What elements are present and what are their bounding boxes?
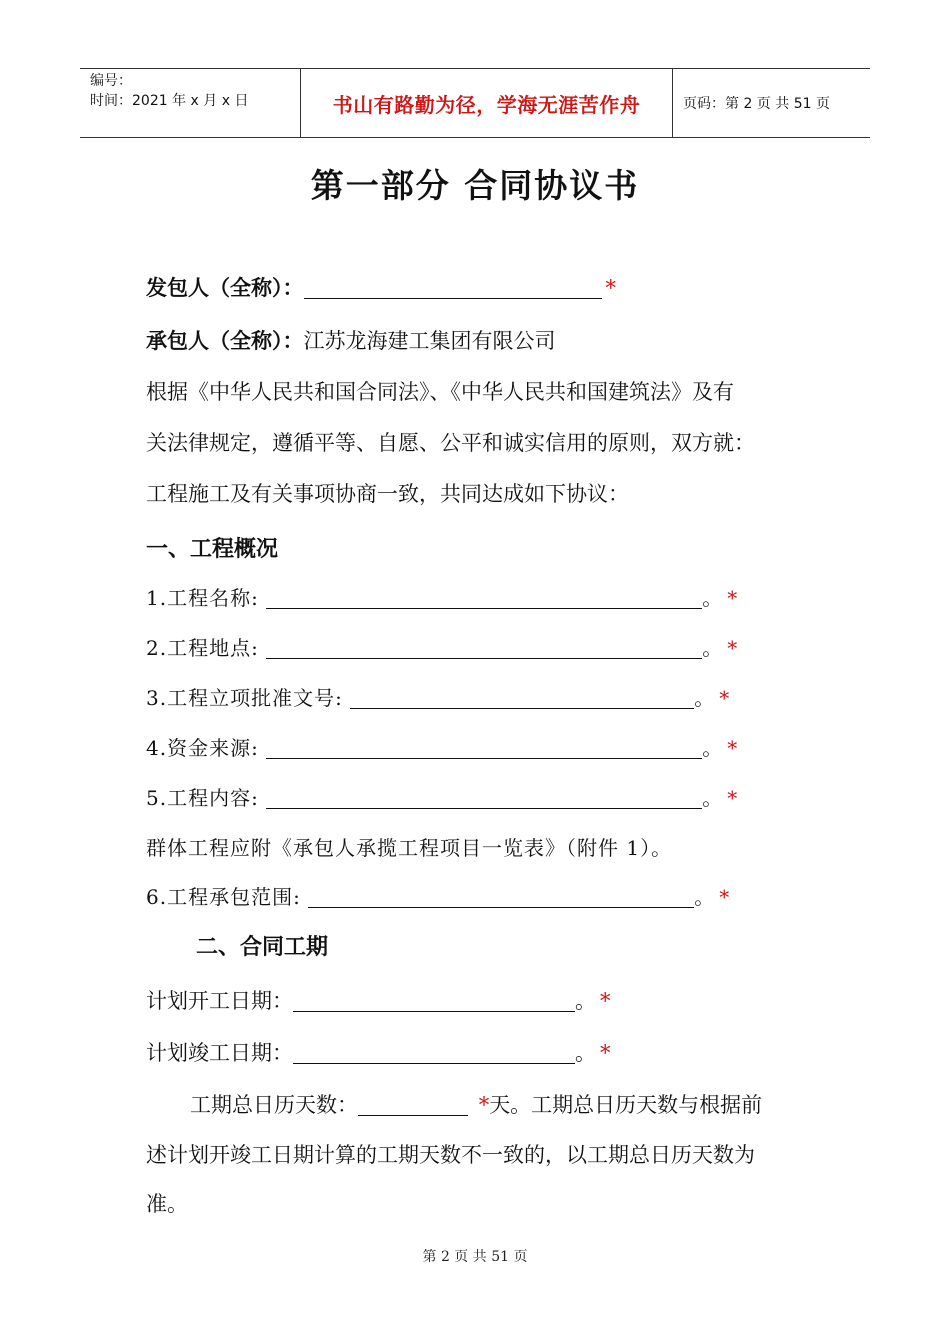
- page-header: [80, 68, 870, 138]
- contractor-label: 承包人（全称）：: [146, 329, 304, 353]
- section-heading: 一、工程概况: [146, 537, 279, 562]
- start-date-line: [146, 985, 611, 1015]
- required-star: *: [719, 885, 731, 909]
- duration-text-line: 准。: [146, 1192, 188, 1216]
- end-date-label: 计划竣工日期：: [146, 1041, 293, 1065]
- start-date-blank[interactable]: [293, 1010, 575, 1012]
- item-project-content: [146, 782, 738, 811]
- duration-line: [190, 1089, 762, 1119]
- item-approval-number: [146, 682, 730, 711]
- intro-line: 工程施工及有关事项协商一致，共同达成如下协议：: [146, 482, 629, 506]
- document-title: 第一部分 合同协议书: [310, 166, 640, 205]
- required-star: *: [605, 276, 616, 300]
- period: 。: [575, 989, 596, 1013]
- item-fund-source: [146, 732, 738, 761]
- duration-blank[interactable]: [358, 1114, 468, 1116]
- period: 。: [702, 736, 724, 760]
- page-info: 页码：第 2 页 共 51 页: [683, 96, 830, 112]
- intro-line: 关法律规定，遵循平等、自愿、公平和诚实信用的原则，双方就：: [146, 431, 755, 455]
- employer-label: 发包人（全称）：: [146, 276, 304, 300]
- period: 。: [575, 1041, 596, 1065]
- item-label: 2.工程地点:: [146, 636, 259, 660]
- number-label: 编号：: [90, 73, 132, 89]
- project-name-blank[interactable]: [266, 607, 702, 609]
- employer-line: [146, 272, 616, 302]
- fund-source-blank[interactable]: [266, 757, 702, 759]
- page-footer: 第 2 页 共 51 页: [422, 1249, 528, 1265]
- duration-text-line: 述计划开竣工日期计算的工期天数不一致的，以工期总日历天数为: [146, 1143, 755, 1167]
- period: 。: [702, 586, 724, 610]
- required-star: *: [719, 686, 731, 710]
- item-label: 5.工程内容:: [146, 786, 259, 810]
- item-project-name: [146, 582, 738, 611]
- period: 。: [702, 636, 724, 660]
- header-left: [80, 69, 300, 137]
- required-star: *: [727, 786, 739, 810]
- contractor-line: [146, 325, 556, 355]
- item-label: 6.工程承包范围:: [146, 885, 301, 909]
- project-content-blank[interactable]: [266, 807, 702, 809]
- intro-line: 根据《中华人民共和国合同法》、《中华人民共和国建筑法》及有: [146, 380, 734, 404]
- required-star: *: [727, 636, 739, 660]
- item-project-location: [146, 632, 738, 661]
- period: 。: [702, 786, 724, 810]
- contract-scope-blank[interactable]: [308, 906, 694, 908]
- end-date-blank[interactable]: [293, 1062, 575, 1064]
- duration-text: 天。工期总日历天数与根据前: [489, 1093, 763, 1117]
- employer-blank[interactable]: [304, 297, 602, 299]
- motto: 书山有路勤为径，学海无涯苦作舟: [300, 69, 673, 137]
- duration-label: 工期总日历天数：: [190, 1093, 358, 1117]
- required-star: *: [478, 1093, 490, 1117]
- end-date-line: [146, 1037, 611, 1067]
- item-label: 1.工程名称:: [146, 586, 259, 610]
- required-star: *: [727, 736, 739, 760]
- group-note: 群体工程应附《承包人承揽工程项目一览表》（附件 1）。: [146, 836, 673, 860]
- date-label: 时间：2021 年 x 月 x 日: [90, 93, 249, 109]
- period: 。: [694, 885, 716, 909]
- approval-number-blank[interactable]: [350, 707, 694, 709]
- required-star: *: [600, 989, 611, 1013]
- required-star: *: [727, 586, 739, 610]
- contractor-name: 江苏龙海建工集团有限公司: [303, 329, 556, 353]
- item-label: 3.工程立项批准文号:: [146, 686, 343, 710]
- project-location-blank[interactable]: [266, 657, 702, 659]
- item-label: 4.资金来源:: [146, 736, 259, 760]
- start-date-label: 计划开工日期：: [146, 989, 293, 1013]
- period: 。: [694, 686, 716, 710]
- required-star: *: [600, 1041, 611, 1065]
- item-contract-scope: [146, 881, 730, 910]
- section-heading: 二、合同工期: [196, 935, 329, 960]
